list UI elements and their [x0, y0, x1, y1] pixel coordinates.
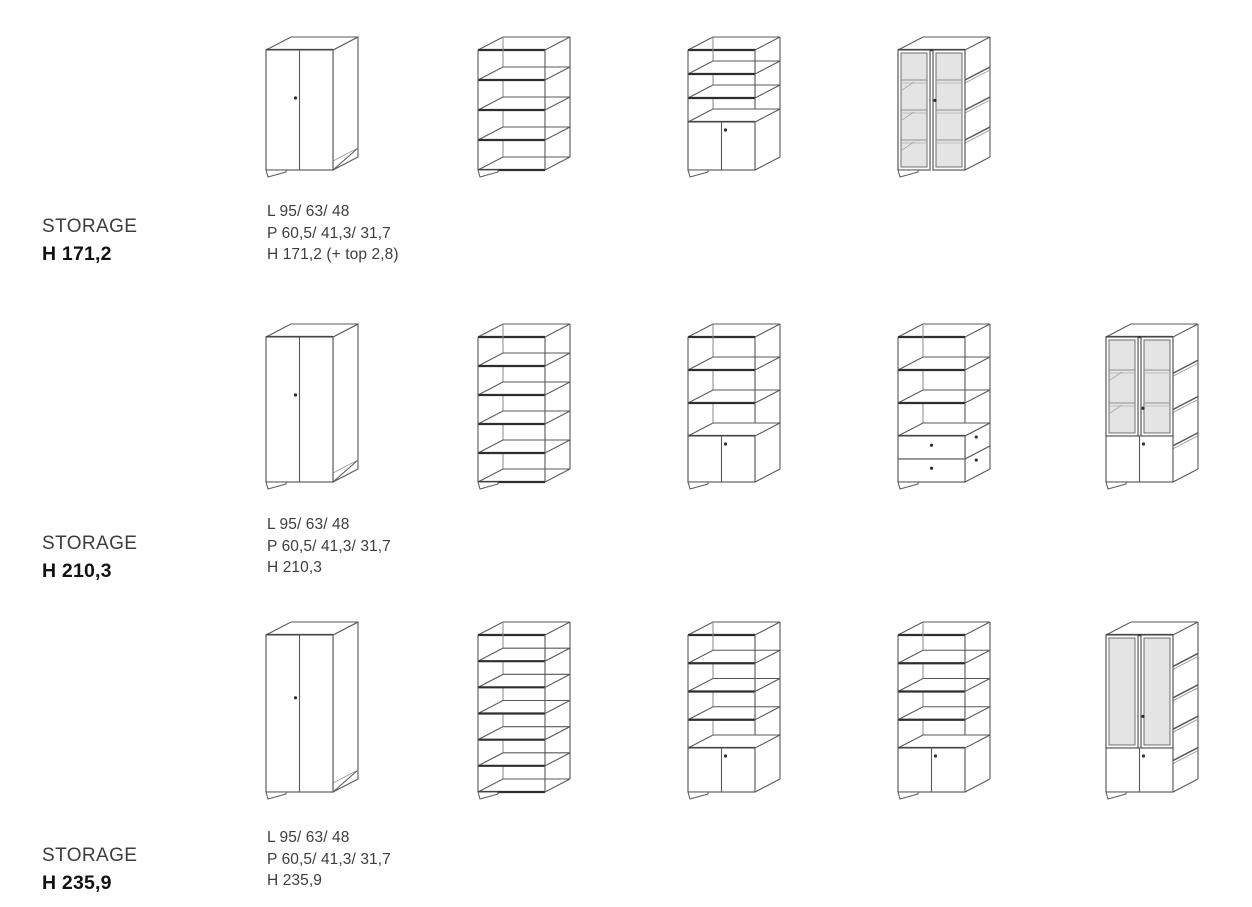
dim-height: H 235,9: [267, 872, 322, 889]
drawing-shelf-over-doors: [688, 37, 780, 177]
drawing-wardrobe: [266, 324, 358, 489]
drawing-glass-doors-over-doors: [1106, 324, 1198, 489]
dim-height: H 210,3: [267, 559, 322, 576]
dim-depth: P 60,5/ 41,3/ 31,7: [267, 850, 391, 868]
drawing-glass-door-cabinet: [898, 37, 990, 177]
drawing-shelf-over-drawers: [898, 324, 990, 489]
dim-depth: P 60,5/ 41,3/ 31,7: [267, 224, 391, 242]
series-name: STORAGE: [42, 533, 138, 554]
drawing-wardrobe: [266, 622, 358, 799]
drawing-shelf-over-doors: [898, 622, 990, 799]
dimensions-block-1: [267, 201, 399, 266]
series-name: STORAGE: [42, 216, 138, 237]
series-height: H 210,3: [42, 560, 112, 582]
row-3-drawings: [266, 622, 1198, 799]
drawing-open-shelf: [478, 37, 570, 177]
row-label-3: [42, 845, 137, 895]
drawing-shelf-over-doors: [688, 622, 780, 799]
series-height: H 171,2: [42, 243, 112, 265]
dim-length: L 95/ 63/ 48: [267, 203, 350, 220]
drawing-open-shelf: [478, 324, 570, 489]
dim-depth: P 60,5/ 41,3/ 31,7: [267, 537, 391, 555]
series-name: STORAGE: [42, 845, 138, 866]
dim-length: L 95/ 63/ 48: [267, 829, 350, 846]
row-2-drawings: [266, 324, 1198, 489]
row-1-drawings: [266, 37, 990, 177]
row-label-1: [42, 216, 137, 266]
dimensions-block-2: [267, 514, 391, 579]
drawing-glass-doors-over-doors: [1106, 622, 1198, 799]
drawing-open-shelf: [478, 622, 570, 799]
row-label-2: [42, 533, 137, 583]
dimensions-block-3: [267, 827, 391, 892]
dim-length: L 95/ 63/ 48: [267, 516, 350, 533]
dim-height: H 171,2 (+ top 2,8): [267, 246, 399, 263]
drawing-shelf-over-doors: [688, 324, 780, 489]
drawing-wardrobe: [266, 37, 358, 177]
series-height: H 235,9: [42, 872, 112, 894]
